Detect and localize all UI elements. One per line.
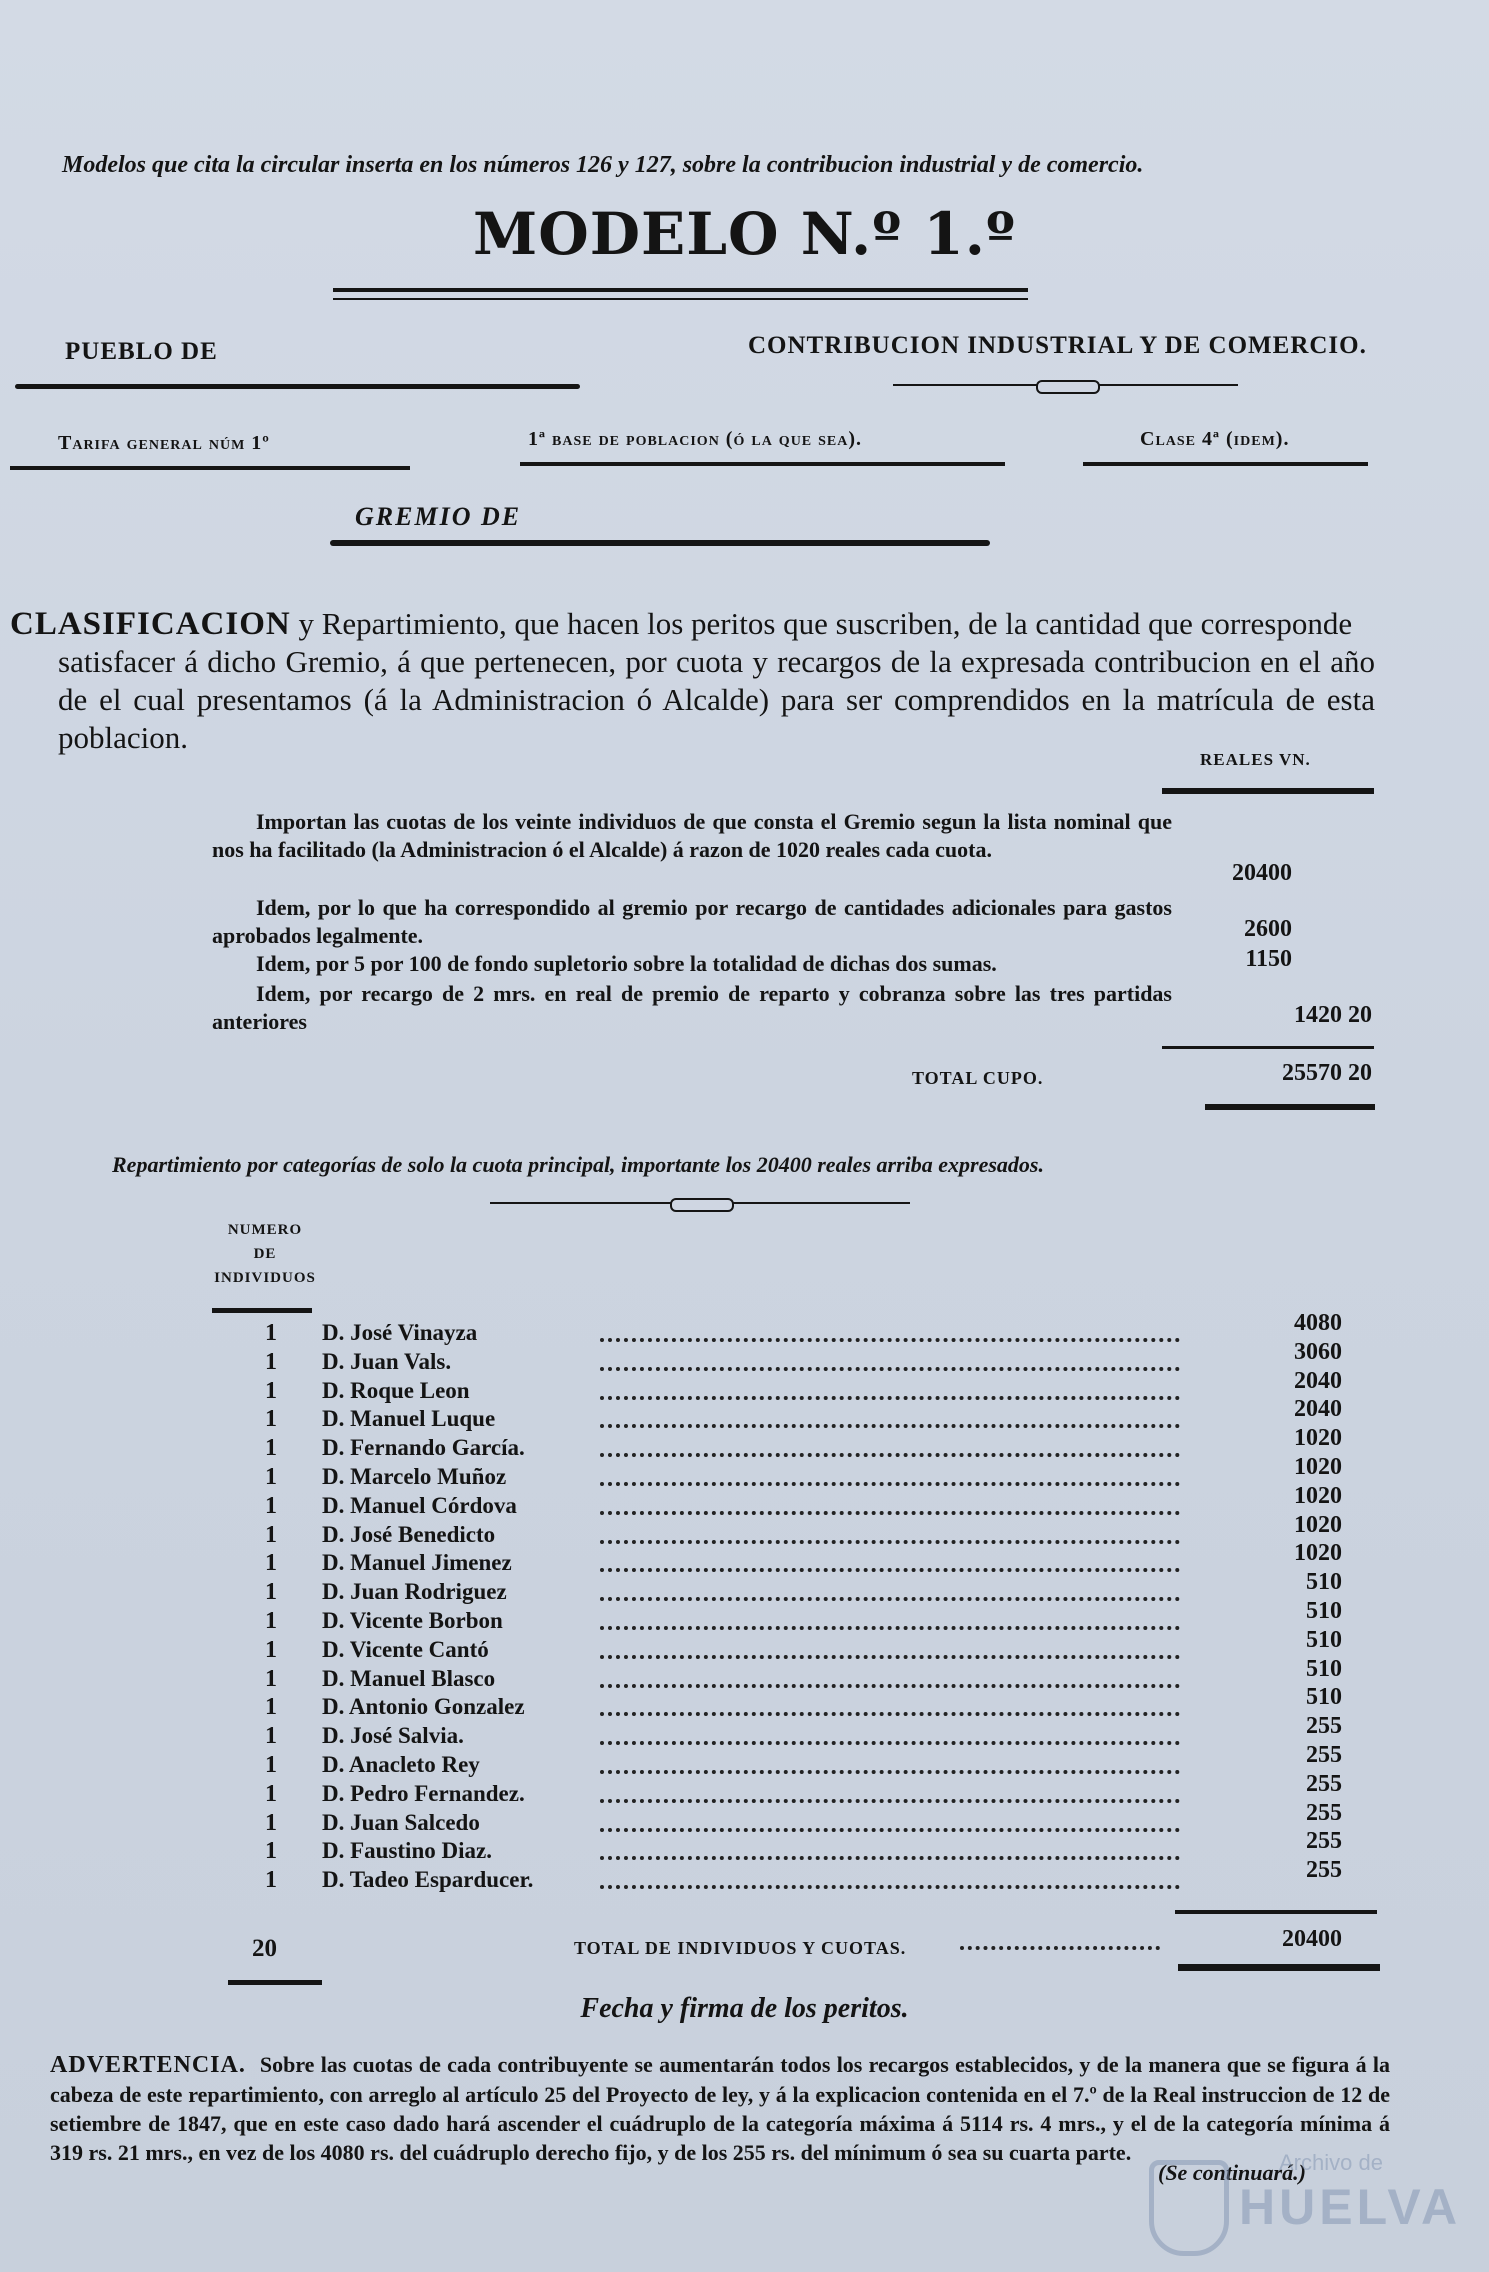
summary-amount-2: 2600 bbox=[1244, 916, 1292, 942]
row-quota: 255 bbox=[1306, 1771, 1342, 1797]
row-count: 1 bbox=[265, 1493, 277, 1519]
row-name: D. Roque Leon bbox=[322, 1378, 470, 1403]
row-count: 1 bbox=[265, 1406, 277, 1432]
row-count: 1 bbox=[265, 1694, 277, 1720]
row-quota: 3060 bbox=[1294, 1339, 1342, 1365]
total-cupo-label: TOTAL CUPO. bbox=[912, 1068, 1044, 1088]
row-quota: 510 bbox=[1306, 1656, 1342, 1682]
watermark-seal-icon bbox=[1149, 2160, 1229, 2256]
row-name: D. Juan Vals. bbox=[322, 1349, 452, 1374]
row-leader-dots bbox=[600, 1453, 1180, 1457]
row-leader-dots bbox=[600, 1828, 1180, 1832]
row-count: 1 bbox=[265, 1666, 277, 1692]
row-leader-dots bbox=[600, 1712, 1180, 1716]
row-quota: 255 bbox=[1306, 1713, 1342, 1739]
row-leader-dots bbox=[600, 1568, 1180, 1572]
watermark-line1: Archivo de bbox=[1279, 2150, 1383, 2175]
total-individuos-count: 20 bbox=[252, 1935, 277, 1962]
clase-rule bbox=[1083, 462, 1368, 466]
clase-label: Clase 4ª (idem). bbox=[1140, 428, 1290, 450]
tarifa-label: Tarifa general núm 1º bbox=[58, 432, 270, 454]
row-count: 1 bbox=[265, 1781, 277, 1807]
row-quota: 2040 bbox=[1294, 1368, 1342, 1394]
row-quota: 1020 bbox=[1294, 1512, 1342, 1538]
total-individuos-dots bbox=[960, 1946, 1160, 1950]
row-name: D. Tadeo Esparducer. bbox=[322, 1867, 534, 1892]
row-count: 1 bbox=[265, 1320, 277, 1346]
archive-watermark bbox=[1149, 2150, 1469, 2260]
row-quota: 255 bbox=[1306, 1857, 1342, 1883]
row-name: D. Antonio Gonzalez bbox=[322, 1694, 525, 1719]
row-count: 1 bbox=[265, 1723, 277, 1749]
row-count: 1 bbox=[265, 1867, 277, 1893]
reales-rule bbox=[1162, 788, 1374, 794]
summary-sum-rule bbox=[1162, 1046, 1374, 1049]
row-name: D. Manuel Luque bbox=[322, 1406, 496, 1431]
document-title: MODELO N.º 1.º bbox=[473, 200, 1016, 268]
gremio-rule bbox=[330, 540, 990, 546]
row-quota: 1020 bbox=[1294, 1483, 1342, 1509]
summary-item-4: Idem, por recargo de 2 mrs. en real de premio de reparto y cobranza sobre las tres partidas anteriores bbox=[212, 981, 1172, 1034]
total-individuos-rule bbox=[1178, 1964, 1380, 1971]
row-leader-dots bbox=[600, 1626, 1180, 1630]
title-rule-2 bbox=[333, 298, 1028, 300]
row-leader-dots bbox=[600, 1856, 1180, 1860]
row-leader-dots bbox=[600, 1482, 1180, 1486]
row-leader-dots bbox=[600, 1741, 1180, 1745]
row-name: D. Manuel Córdova bbox=[322, 1493, 517, 1518]
advertencia-text: Sobre las cuotas de cada contribuyente se aumentarán todos los recargos establecidos, y de la manera que se figura á la cabeza de este repartimiento, con arreglo al artículo 25 del Proyecto de ley, y á la explicacion contenida en el 7.º de la Real instruccion de 12 de setiembre de 1847, que en este caso dado hará ascender el cuádruplo de la categoría máxima á 5114 rs. 4 mrs., y el de la categoría mínima á 319 rs. 21 mrs., en vez de los 4080 rs. del cuádruplo derecho fijo, y de los 255 rs. del mínimum ó sea su cuarta parte. bbox=[50, 2052, 1390, 2165]
row-count: 1 bbox=[265, 1838, 277, 1864]
row-leader-dots bbox=[600, 1885, 1180, 1889]
row-name: D. Juan Rodriguez bbox=[322, 1579, 507, 1604]
row-name: D. Manuel Jimenez bbox=[322, 1550, 512, 1575]
row-quota: 1020 bbox=[1294, 1540, 1342, 1566]
col-header-rule bbox=[212, 1308, 312, 1313]
contribucion-ornament bbox=[893, 380, 1238, 390]
row-name: D. Manuel Blasco bbox=[322, 1666, 496, 1691]
row-quota: 2040 bbox=[1294, 1396, 1342, 1422]
row-quota: 1020 bbox=[1294, 1454, 1342, 1480]
row-name: D. José Vinayza bbox=[322, 1320, 478, 1345]
pueblo-rule bbox=[15, 384, 580, 389]
row-leader-dots bbox=[600, 1540, 1180, 1544]
row-count: 1 bbox=[265, 1435, 277, 1461]
row-quota: 255 bbox=[1306, 1742, 1342, 1768]
col-header-numero: NUMERO DE INDIVIDUOS bbox=[214, 1222, 316, 1286]
firma-line: Fecha y firma de los peritos. bbox=[580, 1993, 909, 2024]
document-subtitle: Modelos que cita la circular inserta en los números 126 y 127, sobre la contribucion industrial y de comercio. bbox=[62, 152, 1144, 178]
row-quota: 510 bbox=[1306, 1684, 1342, 1710]
row-leader-dots bbox=[600, 1597, 1180, 1601]
row-leader-dots bbox=[600, 1511, 1180, 1515]
base-rule bbox=[520, 462, 1005, 466]
summary-amount-4: 1420 20 bbox=[1294, 1002, 1372, 1028]
reparto-sum-rule bbox=[1175, 1910, 1377, 1914]
reparto-ornament bbox=[490, 1198, 910, 1208]
row-count: 1 bbox=[265, 1464, 277, 1490]
reales-header: REALES VN. bbox=[1200, 750, 1311, 769]
row-leader-dots bbox=[600, 1396, 1180, 1400]
row-leader-dots bbox=[600, 1424, 1180, 1428]
se-continuara: (Se continuará.) bbox=[1158, 2160, 1306, 2185]
pueblo-label: PUEBLO DE bbox=[65, 338, 218, 365]
row-count: 1 bbox=[265, 1752, 277, 1778]
row-count: 1 bbox=[265, 1522, 277, 1548]
count-total-rule bbox=[228, 1980, 322, 1985]
total-cupo-amount: 25570 20 bbox=[1282, 1060, 1372, 1086]
title-rule-1 bbox=[333, 288, 1028, 292]
row-leader-dots bbox=[600, 1338, 1180, 1342]
row-count: 1 bbox=[265, 1378, 277, 1404]
base-label: 1ª base de poblacion (ó la que sea). bbox=[528, 428, 863, 450]
row-name: D. Fernando García. bbox=[322, 1435, 525, 1460]
row-count: 1 bbox=[265, 1550, 277, 1576]
total-individuos-amount: 20400 bbox=[1282, 1926, 1342, 1952]
row-count: 1 bbox=[265, 1810, 277, 1836]
total-individuos-label: TOTAL DE INDIVIDUOS Y CUOTAS. bbox=[574, 1938, 907, 1958]
row-name: D. José Benedicto bbox=[322, 1522, 496, 1547]
summary-amount-1: 20400 bbox=[1232, 860, 1292, 886]
row-quota: 510 bbox=[1306, 1598, 1342, 1624]
intro-paragraph bbox=[10, 605, 1375, 757]
row-quota: 255 bbox=[1306, 1828, 1342, 1854]
row-leader-dots bbox=[600, 1799, 1180, 1803]
advertencia-lead: ADVERTENCIA. bbox=[50, 2052, 246, 2078]
row-quota: 4080 bbox=[1294, 1310, 1342, 1336]
row-name: D. Faustino Diaz. bbox=[322, 1838, 492, 1863]
row-name: D. José Salvia. bbox=[322, 1723, 464, 1748]
row-leader-dots bbox=[600, 1655, 1180, 1659]
row-leader-dots bbox=[600, 1684, 1180, 1688]
intro-text-2: satisfacer á dicho Gremio, á que pertenecen, por cuota y recargos de la expresada contribucion en el año de el cual presentamos (á la Administracion ó Alcalde) para ser comprendidos en la matrícula de esta poblacion. bbox=[58, 644, 1375, 755]
intro-text-1: y Repartimiento, que hacen los peritos que suscriben, de la cantidad que corresponde bbox=[290, 606, 1353, 641]
total-cupo-rule bbox=[1205, 1104, 1375, 1110]
row-quota: 255 bbox=[1306, 1800, 1342, 1826]
row-count: 1 bbox=[265, 1349, 277, 1375]
row-count: 1 bbox=[265, 1608, 277, 1634]
row-name: D. Marcelo Muñoz bbox=[322, 1464, 507, 1489]
row-quota: 510 bbox=[1306, 1569, 1342, 1595]
watermark-line2: HUELVA bbox=[1239, 2179, 1462, 2235]
intro-lead: CLASIFICACION bbox=[10, 606, 291, 642]
row-leader-dots bbox=[600, 1367, 1180, 1371]
row-quota: 510 bbox=[1306, 1627, 1342, 1653]
row-name: D. Anacleto Rey bbox=[322, 1752, 480, 1777]
row-count: 1 bbox=[265, 1579, 277, 1605]
summary-item-3: Idem, por 5 por 100 de fondo supletorio sobre la totalidad de dichas dos sumas. bbox=[256, 951, 997, 976]
summary-item-1: Importan las cuotas de los veinte individuos de que consta el Gremio segun la lista nominal que nos ha facilitado (la Administracion ó el Alcalde) á razon de 1020 reales cada cuota. bbox=[212, 809, 1172, 862]
row-leader-dots bbox=[600, 1770, 1180, 1774]
tarifa-rule bbox=[10, 466, 410, 470]
row-count: 1 bbox=[265, 1637, 277, 1663]
row-name: D. Vicente Cantó bbox=[322, 1637, 489, 1662]
row-name: D. Juan Salcedo bbox=[322, 1810, 480, 1835]
gremio-label: GREMIO DE bbox=[355, 502, 522, 531]
row-name: D. Pedro Fernandez. bbox=[322, 1781, 525, 1806]
summary-item-2: Idem, por lo que ha correspondido al gremio por recargo de cantidades adicionales para gastos aprobados legalmente. bbox=[212, 895, 1172, 948]
row-name: D. Vicente Borbon bbox=[322, 1608, 503, 1633]
reparto-heading: Repartimiento por categorías de solo la cuota principal, importante los 20400 reales arriba expresados. bbox=[112, 1152, 1044, 1177]
summary-amount-3: 1150 bbox=[1245, 946, 1292, 972]
row-quota: 1020 bbox=[1294, 1425, 1342, 1451]
contribucion-label: CONTRIBUCION INDUSTRIAL Y DE COMERCIO. bbox=[748, 332, 1367, 359]
